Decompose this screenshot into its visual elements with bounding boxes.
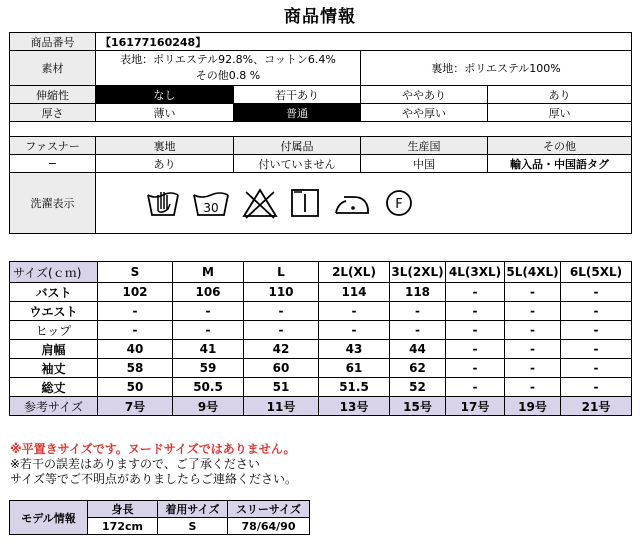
cell: 43 bbox=[319, 340, 390, 359]
cell: 60 bbox=[244, 359, 319, 378]
other-value: 輸入品・中国語タグ bbox=[488, 155, 632, 173]
model-info-table bbox=[9, 500, 310, 535]
model-size-value: S bbox=[158, 518, 228, 535]
accessory-value: 付いていません bbox=[234, 155, 361, 173]
dry-clean-f-text: F bbox=[395, 197, 403, 212]
material-outer-line2: その他0.8 % bbox=[195, 69, 261, 82]
cell: - bbox=[505, 340, 561, 359]
dry-clean-f-icon bbox=[384, 187, 414, 219]
cell: 50.5 bbox=[173, 378, 244, 397]
stretch-option-some: ややあり bbox=[361, 86, 488, 104]
spacer-row bbox=[10, 122, 632, 137]
drip-dry-icon bbox=[290, 187, 320, 219]
material-outer bbox=[96, 51, 361, 86]
material-outer-line1: 表地：ポリエステル92.8%、コットン6.4% bbox=[120, 53, 336, 66]
cell: - bbox=[446, 359, 505, 378]
cell: - bbox=[446, 378, 505, 397]
other-label: その他 bbox=[488, 137, 632, 155]
cell: - bbox=[173, 321, 244, 340]
cell: 62 bbox=[390, 359, 446, 378]
cell: 118 bbox=[390, 283, 446, 302]
cell: 42 bbox=[244, 340, 319, 359]
table-row bbox=[10, 321, 632, 340]
note-contact: サイズ等でご不明点がありましたらご連絡ください。 bbox=[10, 472, 298, 486]
cell: - bbox=[173, 302, 244, 321]
row-label: バスト bbox=[10, 283, 98, 302]
cell: 17号 bbox=[446, 397, 505, 416]
size-col: L bbox=[244, 262, 319, 283]
material-label: 素材 bbox=[10, 51, 96, 86]
model-height-value: 172cm bbox=[88, 518, 158, 535]
cell: 52 bbox=[390, 378, 446, 397]
row-label: 肩幅 bbox=[10, 340, 98, 359]
model-size-label: 着用サイズ bbox=[158, 501, 228, 518]
page-title: 商品情報 bbox=[284, 7, 356, 27]
row-label: ヒップ bbox=[10, 321, 98, 340]
cell: 7号 bbox=[98, 397, 173, 416]
table-row bbox=[10, 340, 632, 359]
no-bleach-icon bbox=[242, 187, 278, 219]
thickness-option-normal: 普通 bbox=[234, 104, 361, 122]
size-table bbox=[9, 261, 632, 416]
cell: 110 bbox=[244, 283, 319, 302]
origin-label: 生産国 bbox=[361, 137, 488, 155]
cell: 11号 bbox=[244, 397, 319, 416]
cell: - bbox=[98, 321, 173, 340]
cell: 13号 bbox=[319, 397, 390, 416]
lining-label: 裏地 bbox=[96, 137, 234, 155]
cell: 58 bbox=[98, 359, 173, 378]
size-header-row bbox=[10, 262, 632, 283]
cell: - bbox=[505, 321, 561, 340]
reference-size-row bbox=[10, 397, 632, 416]
size-col: M bbox=[173, 262, 244, 283]
cell: - bbox=[505, 378, 561, 397]
thickness-option-slightly-thick: やや厚い bbox=[361, 104, 488, 122]
cell: 61 bbox=[319, 359, 390, 378]
material-lining: 裏地：ポリエステル100% bbox=[361, 51, 632, 86]
cell: - bbox=[446, 340, 505, 359]
cell: 50 bbox=[98, 378, 173, 397]
cell: 114 bbox=[319, 283, 390, 302]
cell: - bbox=[244, 302, 319, 321]
cell: 51 bbox=[244, 378, 319, 397]
size-header-label: サイズ(ｃｍ) bbox=[10, 262, 98, 283]
cell: - bbox=[244, 321, 319, 340]
cell: - bbox=[446, 321, 505, 340]
cell: 102 bbox=[98, 283, 173, 302]
wash-label: 洗濯表示 bbox=[10, 173, 96, 234]
table-row bbox=[10, 302, 632, 321]
cell: - bbox=[561, 359, 632, 378]
stretch-option-yes: あり bbox=[488, 86, 632, 104]
note-flat-measure: ※平置きサイズです。ヌードサイズではありません。 bbox=[10, 442, 296, 456]
iron-low-icon bbox=[332, 187, 372, 219]
note-tolerance: ※若干の誤差はありますので、ご了承ください bbox=[10, 457, 260, 471]
origin-value: 中国 bbox=[361, 155, 488, 173]
cell: - bbox=[446, 302, 505, 321]
hand-wash-icon bbox=[146, 187, 180, 219]
cell: - bbox=[319, 302, 390, 321]
stretch-option-slight: 若干あり bbox=[234, 86, 361, 104]
wash-30-icon bbox=[192, 187, 230, 219]
stretch-option-none: なし bbox=[96, 86, 234, 104]
cell: - bbox=[390, 321, 446, 340]
accessory-label: 付属品 bbox=[234, 137, 361, 155]
cell: - bbox=[561, 283, 632, 302]
thickness-label: 厚さ bbox=[10, 104, 96, 122]
model-height-label: 身長 bbox=[88, 501, 158, 518]
cell: - bbox=[390, 302, 446, 321]
model-three-size-label: スリーサイズ bbox=[228, 501, 310, 518]
size-col: 5L(4XL) bbox=[505, 262, 561, 283]
product-no-value: 【16177160248】 bbox=[96, 33, 632, 51]
cell: - bbox=[446, 283, 505, 302]
cell: - bbox=[561, 302, 632, 321]
product-info-table bbox=[9, 32, 632, 234]
fastener-label: ファスナー bbox=[10, 137, 96, 155]
cell: - bbox=[98, 302, 173, 321]
cell: 41 bbox=[173, 340, 244, 359]
table-row bbox=[10, 283, 632, 302]
cell: 40 bbox=[98, 340, 173, 359]
cell: 21号 bbox=[561, 397, 632, 416]
thickness-option-thin: 薄い bbox=[96, 104, 234, 122]
cell: - bbox=[505, 302, 561, 321]
table-row bbox=[10, 359, 632, 378]
cell: 59 bbox=[173, 359, 244, 378]
stretch-label: 伸縮性 bbox=[10, 86, 96, 104]
cell: - bbox=[319, 321, 390, 340]
model-info-label: モデル情報 bbox=[10, 501, 88, 535]
reference-size-label: 参考サイズ bbox=[10, 397, 98, 416]
size-col: 2L(XL) bbox=[319, 262, 390, 283]
cell: 106 bbox=[173, 283, 244, 302]
cell: - bbox=[505, 283, 561, 302]
lining-value: あり bbox=[96, 155, 234, 173]
size-notes bbox=[10, 442, 297, 487]
size-col: 4L(3XL) bbox=[446, 262, 505, 283]
cell: 51.5 bbox=[319, 378, 390, 397]
table-row bbox=[10, 378, 632, 397]
size-col: 6L(5XL) bbox=[561, 262, 632, 283]
size-col: 3L(2XL) bbox=[390, 262, 446, 283]
cell: 19号 bbox=[505, 397, 561, 416]
cell: 15号 bbox=[390, 397, 446, 416]
fastener-value: − bbox=[10, 155, 96, 173]
row-label: 袖丈 bbox=[10, 359, 98, 378]
row-label: ウエスト bbox=[10, 302, 98, 321]
product-no-label: 商品番号 bbox=[10, 33, 96, 51]
thickness-option-thick: 厚い bbox=[488, 104, 632, 122]
model-three-size-value: 78/64/90 bbox=[228, 518, 310, 535]
wash-icons bbox=[96, 173, 631, 233]
row-label: 総丈 bbox=[10, 378, 98, 397]
cell: 44 bbox=[390, 340, 446, 359]
wash-30-text: 30 bbox=[203, 201, 219, 215]
wash-icons-cell bbox=[96, 173, 632, 234]
size-col: S bbox=[98, 262, 173, 283]
cell: - bbox=[561, 340, 632, 359]
cell: 9号 bbox=[173, 397, 244, 416]
cell: - bbox=[561, 321, 632, 340]
cell: - bbox=[561, 378, 632, 397]
cell: - bbox=[505, 359, 561, 378]
